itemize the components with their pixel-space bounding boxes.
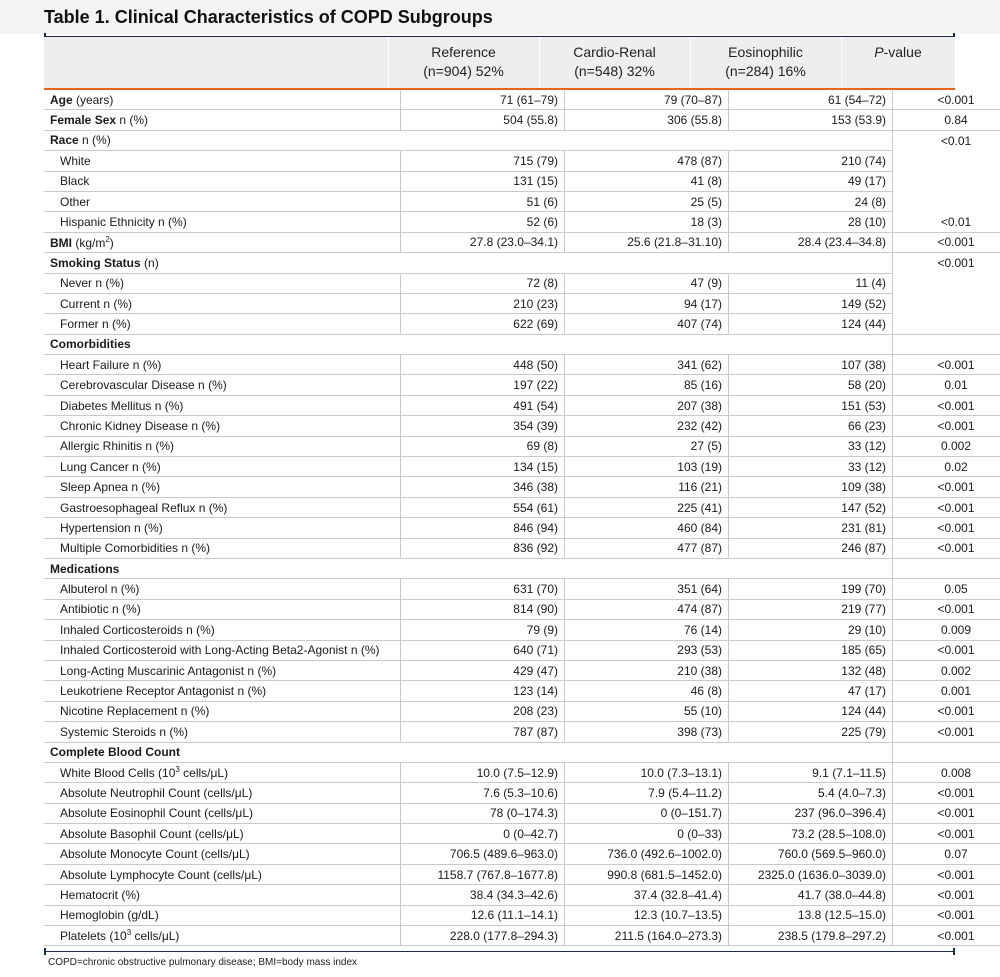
eosinophilic-value: 231 (81) <box>729 518 893 538</box>
row-label-unit: (years) <box>72 92 114 107</box>
p-value <box>893 151 1000 171</box>
p-value: <0.001 <box>893 722 1000 742</box>
row-label: Current n (%) <box>44 293 401 313</box>
column-header-name: Eosinophilic <box>728 44 803 60</box>
p-value: <0.001 <box>893 90 1000 110</box>
cardio-renal-value: 990.8 (681.5–1452.0) <box>565 864 729 884</box>
reference-value: 134 (15) <box>401 457 565 477</box>
reference-value: 78 (0–174.3) <box>401 803 565 823</box>
reference-value <box>401 742 565 762</box>
p-value: <0.001 <box>893 395 1000 415</box>
row-label: Inhaled Corticosteroid with Long-Acting Beta2-Agonist n (%) <box>44 640 401 660</box>
p-value: <0.001 <box>893 905 1000 925</box>
row-label <box>44 558 401 578</box>
eosinophilic-value: 107 (38) <box>729 355 893 375</box>
p-value: <0.001 <box>893 518 1000 538</box>
subgroup-row <box>44 538 1000 558</box>
eosinophilic-value: 124 (44) <box>729 701 893 721</box>
cardio-renal-value: 46 (8) <box>565 681 729 701</box>
p-value: <0.01 <box>893 130 1000 150</box>
eosinophilic-value: 29 (10) <box>729 620 893 640</box>
p-value: <0.001 <box>893 232 1000 252</box>
reference-value: 27.8 (23.0–34.1) <box>401 232 565 252</box>
row-label: Absolute Basophil Count (cells/μL) <box>44 824 401 844</box>
p-value: 0.84 <box>893 110 1000 130</box>
table-row <box>44 90 1000 110</box>
subgroup-row <box>44 701 1000 721</box>
p-value: 0.009 <box>893 620 1000 640</box>
eosinophilic-value: 237 (96.0–396.4) <box>729 803 893 823</box>
p-value: <0.001 <box>893 926 1000 946</box>
cardio-renal-value: 55 (10) <box>565 701 729 721</box>
cardio-renal-value <box>565 130 729 150</box>
p-value: <0.001 <box>893 783 1000 803</box>
eosinophilic-value: 61 (54–72) <box>729 90 893 110</box>
table-title: Table 1. Clinical Characteristics of COPD Subgroups <box>44 7 493 27</box>
eosinophilic-value: 246 (87) <box>729 538 893 558</box>
cardio-renal-value: 85 (16) <box>565 375 729 395</box>
eosinophilic-value <box>729 253 893 273</box>
eosinophilic-value: 13.8 (12.5–15.0) <box>729 905 893 925</box>
subgroup-row <box>44 640 1000 660</box>
reference-value: 210 (23) <box>401 293 565 313</box>
reference-value: 12.6 (11.1–14.1) <box>401 905 565 925</box>
row-label-unit-close: ) <box>109 235 114 250</box>
row-label: Hemoglobin (g/dL) <box>44 905 401 925</box>
p-value: <0.001 <box>893 416 1000 436</box>
subgroup-row <box>44 620 1000 640</box>
cardio-renal-value: 116 (21) <box>565 477 729 497</box>
reference-value: 38.4 (34.3–42.6) <box>401 885 565 905</box>
reference-value <box>401 334 565 354</box>
reference-value: 354 (39) <box>401 416 565 436</box>
cardio-renal-value: 293 (53) <box>565 640 729 660</box>
row-label: Absolute Neutrophil Count (cells/μL) <box>44 783 401 803</box>
cardio-renal-value: 478 (87) <box>565 151 729 171</box>
subgroup-row <box>44 457 1000 477</box>
cardio-renal-value: 0 (0–33) <box>565 824 729 844</box>
reference-value <box>401 130 565 150</box>
row-label: Multiple Comorbidities n (%) <box>44 538 401 558</box>
p-value: <0.001 <box>893 824 1000 844</box>
p-value: 0.05 <box>893 579 1000 599</box>
eosinophilic-value: 28.4 (23.4–34.8) <box>729 232 893 252</box>
reference-value <box>401 558 565 578</box>
subgroup-row <box>44 722 1000 742</box>
superscript: 3 <box>175 765 180 775</box>
row-label-bold: Comorbidities <box>50 337 131 352</box>
p-value: 0.07 <box>893 844 1000 864</box>
row-label: Hispanic Ethnicity n (%) <box>44 212 401 232</box>
subgroup-row <box>44 293 1000 313</box>
cardio-renal-value: 25 (5) <box>565 191 729 211</box>
reference-value: 71 (61–79) <box>401 90 565 110</box>
p-value: 0.001 <box>893 681 1000 701</box>
eosinophilic-value: 5.4 (4.0–7.3) <box>729 783 893 803</box>
p-value <box>893 742 1000 762</box>
eosinophilic-value: 185 (65) <box>729 640 893 660</box>
eosinophilic-value: 149 (52) <box>729 293 893 313</box>
row-label: Cerebrovascular Disease n (%) <box>44 375 401 395</box>
row-label: Nicotine Replacement n (%) <box>44 701 401 721</box>
subgroup-row <box>44 762 1000 782</box>
reference-value: 79 (9) <box>401 620 565 640</box>
eosinophilic-value: 132 (48) <box>729 660 893 680</box>
p-value <box>893 273 1000 293</box>
cardio-renal-value: 25.6 (21.8–31.10) <box>565 232 729 252</box>
p-value: 0.01 <box>893 375 1000 395</box>
row-label-unit: (n) <box>140 255 159 270</box>
row-label: White <box>44 151 401 171</box>
eosinophilic-value: 153 (53.9) <box>729 110 893 130</box>
row-label <box>44 232 401 252</box>
row-label: Black <box>44 171 401 191</box>
subgroup-row <box>44 151 1000 171</box>
row-label: Sleep Apnea n (%) <box>44 477 401 497</box>
p-value: <0.001 <box>893 497 1000 517</box>
eosinophilic-value <box>729 558 893 578</box>
p-value: <0.001 <box>893 599 1000 619</box>
row-label-unit: n (%) <box>78 133 111 148</box>
cardio-renal-value: 225 (41) <box>565 497 729 517</box>
eosinophilic-value: 9.1 (7.1–11.5) <box>729 762 893 782</box>
row-label-text: White Blood Cells (10 <box>60 766 176 781</box>
eosinophilic-value: 47 (17) <box>729 681 893 701</box>
cardio-renal-value: 341 (62) <box>565 355 729 375</box>
cardio-renal-value <box>565 334 729 354</box>
subgroup-row <box>44 681 1000 701</box>
p-value: <0.001 <box>893 885 1000 905</box>
eosinophilic-value: 24 (8) <box>729 191 893 211</box>
row-label <box>44 90 401 110</box>
reference-value: 228.0 (177.8–294.3) <box>401 926 565 946</box>
row-label: Albuterol n (%) <box>44 579 401 599</box>
reference-value: 846 (94) <box>401 518 565 538</box>
column-header-name: Reference <box>431 44 496 60</box>
column-header-count: (n=284) 16% <box>725 63 806 79</box>
column-header-cardio-renal <box>539 43 690 81</box>
section-row <box>44 558 1000 578</box>
row-label: Former n (%) <box>44 314 401 334</box>
p-value: <0.001 <box>893 253 1000 273</box>
cardio-renal-value: 474 (87) <box>565 599 729 619</box>
p-value: <0.01 <box>893 212 1000 232</box>
eosinophilic-value: 199 (70) <box>729 579 893 599</box>
p-value: <0.001 <box>893 640 1000 660</box>
row-label-bold: Smoking Status <box>50 255 141 270</box>
row-label: Absolute Eosinophil Count (cells/μL) <box>44 803 401 823</box>
reference-value: 814 (90) <box>401 599 565 619</box>
row-label: Absolute Monocyte Count (cells/μL) <box>44 844 401 864</box>
cardio-renal-value <box>565 253 729 273</box>
row-label-bold: Female Sex <box>50 113 117 128</box>
column-header-reference <box>388 43 539 81</box>
subgroup-row <box>44 926 1000 946</box>
row-label: Antibiotic n (%) <box>44 599 401 619</box>
p-value: <0.001 <box>893 538 1000 558</box>
reference-value: 131 (15) <box>401 171 565 191</box>
eosinophilic-value: 124 (44) <box>729 314 893 334</box>
eosinophilic-value: 151 (53) <box>729 395 893 415</box>
column-header-p-value <box>841 43 955 62</box>
reference-value: 706.5 (489.6–963.0) <box>401 844 565 864</box>
row-label-bold: Race <box>50 133 79 148</box>
eosinophilic-value: 238.5 (179.8–297.2) <box>729 926 893 946</box>
row-label <box>44 762 401 782</box>
eosinophilic-value: 28 (10) <box>729 212 893 232</box>
eosinophilic-value: 33 (12) <box>729 436 893 456</box>
subgroup-row <box>44 171 1000 191</box>
table-row <box>44 110 1000 130</box>
row-label: Leukotriene Receptor Antagonist n (%) <box>44 681 401 701</box>
reference-value: 631 (70) <box>401 579 565 599</box>
reference-value: 448 (50) <box>401 355 565 375</box>
subgroup-row <box>44 885 1000 905</box>
reference-value: 197 (22) <box>401 375 565 395</box>
eosinophilic-value: 11 (4) <box>729 273 893 293</box>
reference-value: 7.6 (5.3–10.6) <box>401 783 565 803</box>
eosinophilic-value: 58 (20) <box>729 375 893 395</box>
p-value <box>893 334 1000 354</box>
row-label: Systemic Steroids n (%) <box>44 722 401 742</box>
reference-value: 69 (8) <box>401 436 565 456</box>
footnote: COPD=chronic obstructive pulmonary disease; BMI=body mass index <box>48 957 358 968</box>
subgroup-row <box>44 579 1000 599</box>
row-label: Gastroesophageal Reflux n (%) <box>44 497 401 517</box>
p-value: <0.001 <box>893 803 1000 823</box>
eosinophilic-value <box>729 334 893 354</box>
reference-value: 787 (87) <box>401 722 565 742</box>
reference-value: 52 (6) <box>401 212 565 232</box>
reference-value: 346 (38) <box>401 477 565 497</box>
row-label: Long-Acting Muscarinic Antagonist n (%) <box>44 660 401 680</box>
reference-value: 1158.7 (767.8–1677.8) <box>401 864 565 884</box>
reference-value: 622 (69) <box>401 314 565 334</box>
cardio-renal-value: 232 (42) <box>565 416 729 436</box>
column-header-count: (n=904) 52% <box>423 63 504 79</box>
eosinophilic-value: 66 (23) <box>729 416 893 436</box>
eosinophilic-value: 219 (77) <box>729 599 893 619</box>
row-label-text: Platelets (10 <box>60 929 127 944</box>
p-value-suffix: -value <box>883 44 922 60</box>
eosinophilic-value: 109 (38) <box>729 477 893 497</box>
eosinophilic-value: 49 (17) <box>729 171 893 191</box>
column-header-eosinophilic <box>690 43 841 81</box>
reference-value: 504 (55.8) <box>401 110 565 130</box>
reference-value: 640 (71) <box>401 640 565 660</box>
subgroup-row <box>44 864 1000 884</box>
row-label: Hematocrit (%) <box>44 885 401 905</box>
p-italic: P <box>874 44 884 60</box>
cardio-renal-value: 94 (17) <box>565 293 729 313</box>
reference-value: 51 (6) <box>401 191 565 211</box>
cardio-renal-value: 0 (0–151.7) <box>565 803 729 823</box>
eosinophilic-value: 2325.0 (1636.0–3039.0) <box>729 864 893 884</box>
reference-value: 123 (14) <box>401 681 565 701</box>
eosinophilic-value: 760.0 (569.5–960.0) <box>729 844 893 864</box>
eosinophilic-value <box>729 742 893 762</box>
p-value <box>893 558 1000 578</box>
p-value: 0.02 <box>893 457 1000 477</box>
eosinophilic-value: 210 (74) <box>729 151 893 171</box>
row-label <box>44 110 401 130</box>
column-header-name: Cardio-Renal <box>573 44 656 60</box>
cardio-renal-value: 41 (8) <box>565 171 729 191</box>
row-label-bold: Medications <box>50 561 120 576</box>
row-label-unit: n (%) <box>116 113 149 128</box>
cardio-renal-value: 407 (74) <box>565 314 729 334</box>
cardio-renal-value: 47 (9) <box>565 273 729 293</box>
p-value: <0.001 <box>893 701 1000 721</box>
row-label-bold: BMI <box>50 235 72 250</box>
cardio-renal-value: 37.4 (32.8–41.4) <box>565 885 729 905</box>
reference-value: 715 (79) <box>401 151 565 171</box>
cardio-renal-value: 306 (55.8) <box>565 110 729 130</box>
section-row <box>44 334 1000 354</box>
cardio-renal-value <box>565 742 729 762</box>
row-label: Inhaled Corticosteroids n (%) <box>44 620 401 640</box>
row-label-bold: Complete Blood Count <box>50 745 180 760</box>
subgroup-row <box>44 395 1000 415</box>
table-row <box>44 232 1000 252</box>
subgroup-row <box>44 660 1000 680</box>
row-label-unit: cells/μL) <box>131 929 180 944</box>
cardio-renal-value: 10.0 (7.3–13.1) <box>565 762 729 782</box>
reference-value: 72 (8) <box>401 273 565 293</box>
subgroup-row <box>44 497 1000 517</box>
subgroup-row <box>44 477 1000 497</box>
subgroup-row <box>44 375 1000 395</box>
subgroup-row <box>44 803 1000 823</box>
row-label: Never n (%) <box>44 273 401 293</box>
eosinophilic-value: 147 (52) <box>729 497 893 517</box>
cardio-renal-value: 12.3 (10.7–13.5) <box>565 905 729 925</box>
column-header-count: (n=548) 32% <box>574 63 655 79</box>
subgroup-row <box>44 314 1000 334</box>
cardio-renal-value: 736.0 (492.6–1002.0) <box>565 844 729 864</box>
cardio-renal-value: 351 (64) <box>565 579 729 599</box>
cardio-renal-value: 211.5 (164.0–273.3) <box>565 926 729 946</box>
row-label <box>44 253 401 273</box>
eosinophilic-value: 73.2 (28.5–108.0) <box>729 824 893 844</box>
subgroup-row <box>44 416 1000 436</box>
eosinophilic-value: 41.7 (38.0–44.8) <box>729 885 893 905</box>
reference-value: 208 (23) <box>401 701 565 721</box>
row-label: Hypertension n (%) <box>44 518 401 538</box>
p-value: 0.002 <box>893 660 1000 680</box>
reference-value: 491 (54) <box>401 395 565 415</box>
row-label <box>44 926 401 946</box>
eosinophilic-value <box>729 130 893 150</box>
row-label <box>44 742 401 762</box>
table-row <box>44 130 1000 150</box>
subgroup-row <box>44 824 1000 844</box>
p-value <box>893 314 1000 334</box>
row-label-unit: (kg/m <box>72 235 106 250</box>
cardio-renal-value <box>565 558 729 578</box>
cardio-renal-value: 76 (14) <box>565 620 729 640</box>
reference-value: 429 (47) <box>401 660 565 680</box>
cardio-renal-value: 398 (73) <box>565 722 729 742</box>
row-label: Allergic Rhinitis n (%) <box>44 436 401 456</box>
row-label <box>44 334 401 354</box>
cardio-renal-value: 477 (87) <box>565 538 729 558</box>
cardio-renal-value: 79 (70–87) <box>565 90 729 110</box>
subgroup-row <box>44 355 1000 375</box>
cardio-renal-value: 207 (38) <box>565 395 729 415</box>
superscript: 3 <box>126 928 132 938</box>
subgroup-row <box>44 599 1000 619</box>
p-value <box>893 171 1000 191</box>
bottom-rule <box>44 951 955 952</box>
subgroup-row <box>44 783 1000 803</box>
row-label-bold: Age <box>50 92 73 107</box>
eosinophilic-value: 225 (79) <box>729 722 893 742</box>
p-value <box>893 191 1000 211</box>
superscript: 2 <box>105 234 110 244</box>
reference-value <box>401 253 565 273</box>
characteristics-table <box>44 90 1000 946</box>
row-label <box>44 130 401 150</box>
subgroup-row <box>44 436 1000 456</box>
row-label: Heart Failure n (%) <box>44 355 401 375</box>
cardio-renal-value: 27 (5) <box>565 436 729 456</box>
row-label: Other <box>44 191 401 211</box>
subgroup-row <box>44 905 1000 925</box>
p-value: 0.002 <box>893 436 1000 456</box>
table-row <box>44 253 1000 273</box>
subgroup-row <box>44 212 1000 232</box>
p-value: <0.001 <box>893 355 1000 375</box>
reference-value: 0 (0–42.7) <box>401 824 565 844</box>
p-value <box>893 293 1000 313</box>
row-label: Diabetes Mellitus n (%) <box>44 395 401 415</box>
subgroup-row <box>44 518 1000 538</box>
eosinophilic-value: 33 (12) <box>729 457 893 477</box>
p-value: 0.008 <box>893 762 1000 782</box>
cardio-renal-value: 18 (3) <box>565 212 729 232</box>
p-value: <0.001 <box>893 477 1000 497</box>
cardio-renal-value: 103 (19) <box>565 457 729 477</box>
reference-value: 10.0 (7.5–12.9) <box>401 762 565 782</box>
row-label: Chronic Kidney Disease n (%) <box>44 416 401 436</box>
reference-value: 836 (92) <box>401 538 565 558</box>
cardio-renal-value: 460 (84) <box>565 518 729 538</box>
p-value: <0.001 <box>893 864 1000 884</box>
reference-value: 554 (61) <box>401 497 565 517</box>
cardio-renal-value: 210 (38) <box>565 660 729 680</box>
subgroup-row <box>44 844 1000 864</box>
section-row <box>44 742 1000 762</box>
subgroup-row <box>44 191 1000 211</box>
cardio-renal-value: 7.9 (5.4–11.2) <box>565 783 729 803</box>
row-label: Lung Cancer n (%) <box>44 457 401 477</box>
subgroup-row <box>44 273 1000 293</box>
row-label: Absolute Lymphocyte Count (cells/μL) <box>44 864 401 884</box>
row-label-unit: cells/μL) <box>179 766 229 781</box>
